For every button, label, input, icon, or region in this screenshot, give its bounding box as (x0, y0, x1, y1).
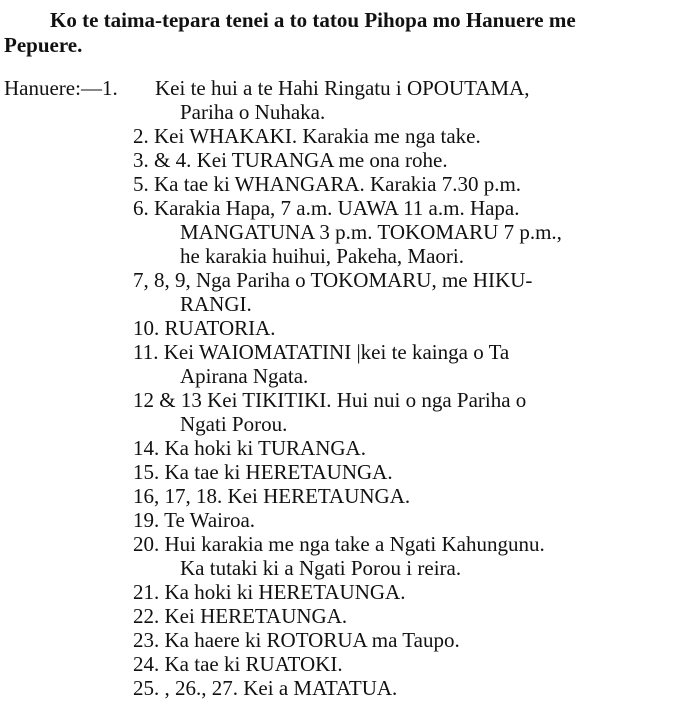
heading-line-2: Pepuere. (4, 33, 83, 57)
entry-11-line-1: 11. Kei WAIOMATATINI |kei te kainga o Ta (133, 340, 510, 364)
entry-21: 21. Ka hoki ki HERETAUNGA. (133, 580, 406, 604)
entry-16-18: 16, 17, 18. Kei HERETAUNGA. (133, 484, 411, 508)
entry-12-13-line-1: 12 & 13 Kei TIKITIKI. Hui nui o nga Pariha o (133, 388, 527, 412)
entry-7-9-line-2: RANGI. (180, 292, 252, 316)
entry-1-line-2: Pariha o Nuhaka. (180, 100, 326, 124)
entry-24: 24. Ka tae ki RUATOKI. (133, 652, 343, 676)
entry-25-27: 25. , 26., 27. Kei a MATATUA. (133, 676, 398, 700)
entry-7-9-line-1: 7, 8, 9, Nga Pariha o TOKOMARU, me HIKU- (133, 268, 533, 292)
entry-20-line-1: 20. Hui karakia me nga take a Ngati Kahungunu. (133, 532, 545, 556)
entry-11-line-2: Apirana Ngata. (180, 364, 309, 388)
entry-2: 2. Kei WHAKAKI. Karakia me nga take. (133, 124, 481, 148)
entry-19: 19. Te Wairoa. (133, 508, 256, 532)
entry-12-13-line-2: Ngati Porou. (180, 412, 288, 436)
entry-5: 5. Ka tae ki WHANGARA. Karakia 7.30 p.m. (133, 172, 522, 196)
entry-6-line-1: 6. Karakia Hapa, 7 a.m. UAWA 11 a.m. Hapa. (133, 196, 520, 220)
entry-23: 23. Ka haere ki ROTORUA ma Taupo. (133, 628, 460, 652)
entry-15: 15. Ka tae ki HERETAUNGA. (133, 460, 393, 484)
entry-3-4: 3. & 4. Kei TURANGA me ona rohe. (133, 148, 448, 172)
heading-line-1: Ko te taima-tepara tenei a to tatou Pihopa mo Hanuere me (50, 8, 576, 32)
entry-14: 14. Ka hoki ki TURANGA. (133, 436, 366, 460)
entry-10: 10. RUATORIA. (133, 316, 276, 340)
entry-1-line-1: Kei te hui a te Hahi Ringatu i OPOUTAMA, (155, 76, 530, 100)
entry-6-line-2: MANGATUNA 3 p.m. TOKOMARU 7 p.m., (180, 220, 562, 244)
entry-22: 22. Kei HERETAUNGA. (133, 604, 348, 628)
month-label: Hanuere:—1. (4, 76, 118, 100)
entry-20-line-2: Ka tutaki ki a Ngati Porou i reira. (180, 556, 462, 580)
entry-6-line-3: he karakia huihui, Pakeha, Maori. (180, 244, 464, 268)
